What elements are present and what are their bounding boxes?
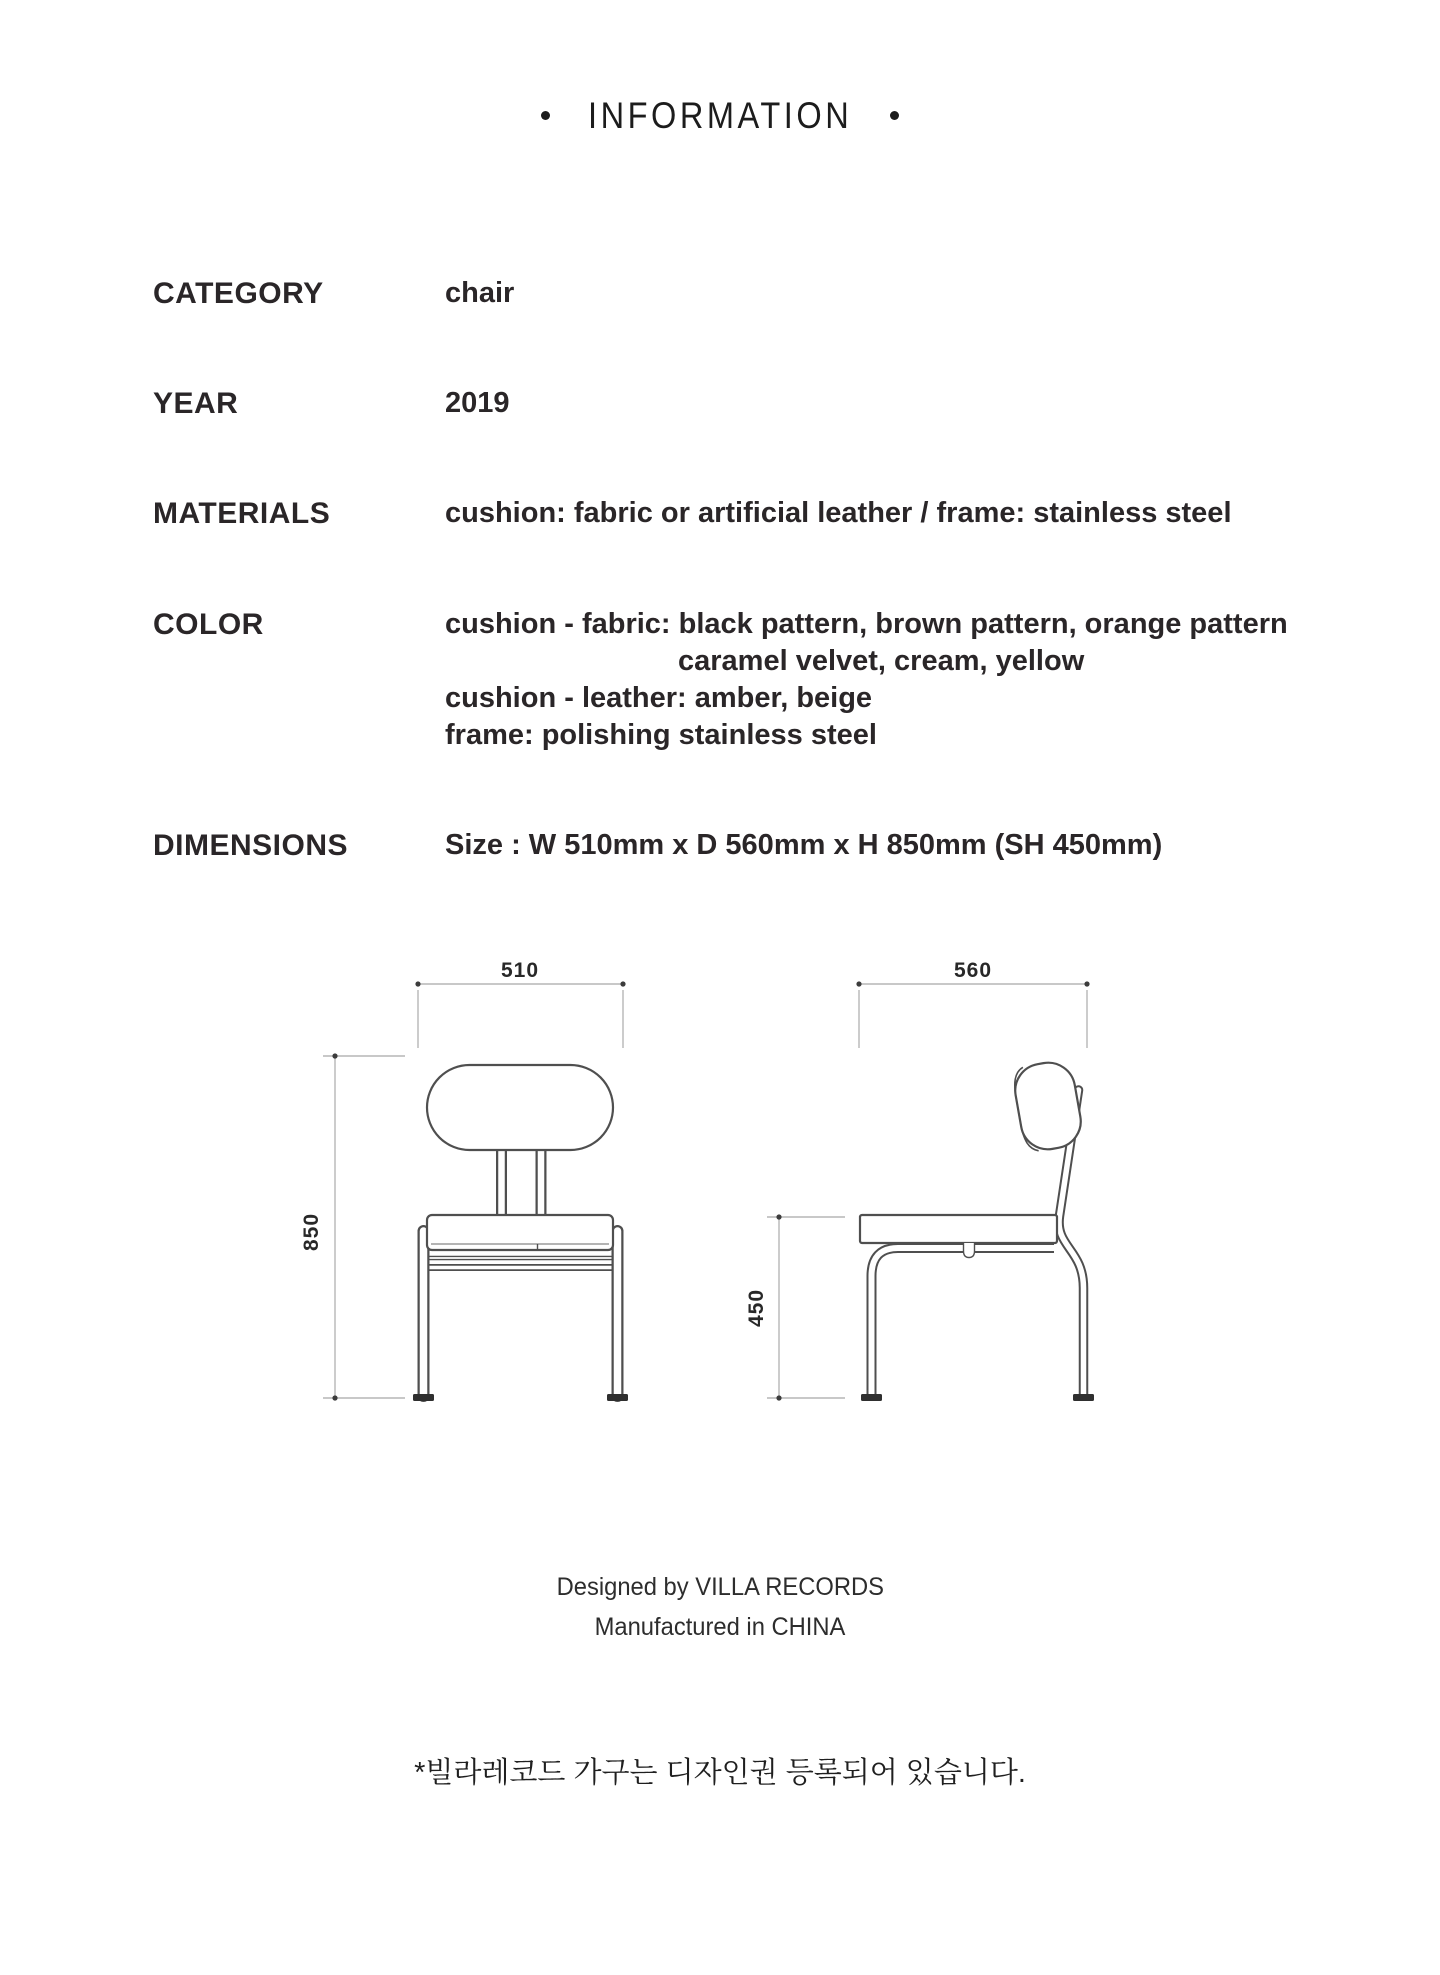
footer-manufactured-in: [0, 1612, 1440, 1642]
side-feet: [861, 1394, 1094, 1401]
side-backrest-cushion: [1011, 1058, 1085, 1153]
front-feet: [413, 1394, 628, 1401]
spec-label: DIMENSIONS: [153, 829, 349, 862]
design-rights-notice: *빌라레코드 가구는 디자인권 등록되어 있습니다.: [414, 1757, 1026, 1789]
front-backrest-cushion: [427, 1065, 613, 1150]
side-seat-clamp: [964, 1243, 975, 1258]
spec-value: cushion: fabric or artificial leather / frame: stainless steel: [445, 497, 1232, 529]
side-seat-height-label: 450: [745, 1288, 768, 1328]
side-depth-label: 560: [953, 959, 993, 982]
page-title-text: INFORMATION: [587, 95, 853, 136]
front-seat: [427, 1215, 613, 1251]
side-front-leg-tube: [872, 1248, 1055, 1396]
footer-designed-by-text: Designed by VILLA RECORDS: [556, 1573, 884, 1601]
side-seat-height-dimension: [745, 1214, 845, 1400]
front-width-label: 510: [500, 959, 540, 982]
spec-label: COLOR: [153, 608, 264, 641]
spec-label: CATEGORY: [153, 277, 324, 310]
front-backrest-struts: [502, 1148, 542, 1218]
side-view-drawing: [745, 959, 1094, 1401]
spec-value-line: cushion - leather: amber, beige: [445, 682, 873, 714]
side-depth-dimension: [856, 959, 1089, 1048]
front-height-label: 850: [300, 1212, 323, 1252]
spec-value: chair: [445, 277, 515, 309]
spec-label: MATERIALS: [153, 497, 331, 530]
side-seat: [860, 1215, 1057, 1243]
spec-label: YEAR: [153, 387, 239, 420]
front-width-dimension: [415, 959, 625, 1048]
spec-value: Size : W 510mm x D 560mm x H 850mm (SH 450mm): [445, 829, 1163, 861]
spec-value-line: frame: polishing stainless steel: [445, 719, 877, 751]
spec-value-line: cushion - fabric: black pattern, brown pattern, orange pattern: [445, 608, 1288, 640]
front-height-dimension: [300, 1053, 405, 1400]
spec-value: 2019: [445, 387, 510, 419]
front-view-drawing: [300, 959, 628, 1401]
footer-designed-by: [0, 1572, 1440, 1602]
footer-manufactured-in-text: Manufactured in CHINA: [594, 1613, 846, 1641]
front-stretcher-rails: [430, 1258, 612, 1268]
spec-value-line: caramel velvet, cream, yellow: [678, 645, 1085, 677]
